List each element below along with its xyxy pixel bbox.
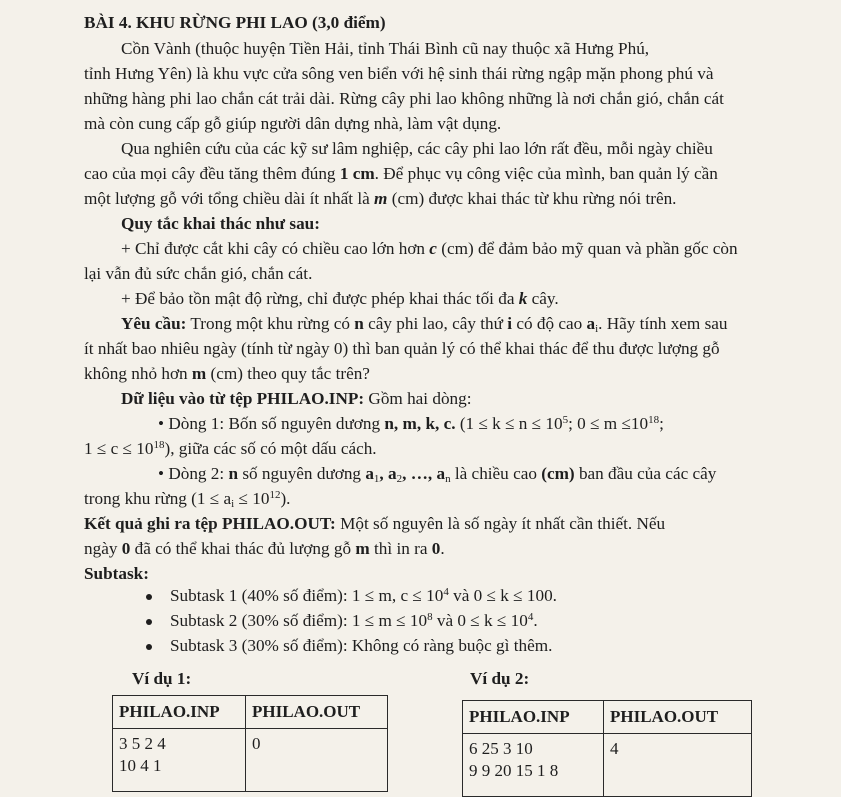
input-line: 3 5 2 4 [119,734,166,753]
table-header-row [463,701,752,734]
request-line-1: Yêu cầu: Trong một khu rừng có n cây phi lao, cây thứ i có độ cao $a_i$. Hãy tính xem sau [121,314,728,335]
input-line: 10 4 1 [119,756,162,775]
input-line: 6 25 3 10 [469,739,533,758]
subtask-2: Subtask 2 (30% số điểm): $1 \le m \le 10^8$ và $0 \le k \le 10^4$. [170,611,538,630]
output-line-1: Kết quả ghi ra tệp PHILAO.OUT: Một số nguyên là số ngày ít nhất cần thiết. Nếu [84,514,666,533]
subtask-1: Subtask 1 (40% số điểm): 1 ≤ m, $c \le 10^4$ và 0 ≤ k ≤ 100. [170,586,557,605]
para2-line-3: một lượng gỗ với tổng chiều dài ít nhất là m (cm) được khai thác từ khu rừng nói trên. [84,189,677,208]
example-1-label: Ví dụ 1: [132,669,192,688]
column-header-inp: PHILAO.INP [113,696,246,729]
table-row [113,729,388,792]
bullet-icon [146,644,152,650]
input-line-2: • Dòng 2: n số nguyên dương $a_1$, $a_2$, …, $a_n$ là chiều cao (cm) ban đầu của các cây [158,464,717,485]
table-row [463,734,752,797]
input-line: 9 9 20 15 1 8 [469,761,559,780]
output-cell: 0 [246,729,388,792]
example-2-label: Ví dụ 2: [470,669,530,688]
subtask-heading: Subtask: [84,564,149,583]
column-header-out: PHILAO.OUT [604,701,752,734]
output-cell: 4 [604,734,752,797]
bullet-icon [146,619,152,625]
input-heading: Dữ liệu vào từ tệp PHILAO.INP: Gồm hai dòng: [121,389,472,408]
bullet-icon [146,594,152,600]
intro-line-3: những hàng phi lao chắn cát trải dài. Rừng cây phi lao không những là nơi chắn gió, chắn cát [84,89,724,108]
subtask-3: Subtask 3 (30% số điểm): Không có ràng buộc gì thêm. [170,636,553,655]
table-header-row [113,696,388,729]
intro-line-1: Cồn Vành (thuộc huyện Tiền Hải, tỉnh Thái Bình cũ nay thuộc xã Hưng Phú, [121,39,650,58]
output-line-2: ngày 0 đã có thể khai thác đủ lượng gỗ m thì in ra 0. [84,539,445,558]
input-line-1: • Dòng 1: Bốn số nguyên dương n, m, k, c. ($1 \le k \le n \le 10^5$; $0 \le m \le 10^{18}$; [158,414,664,433]
input-line-1-cont: $1 \le c \le 10^{18}$), giữa các số có một dấu cách. [84,439,377,458]
rule-2: + Để bảo tồn mật độ rừng, chỉ được phép khai thác tối đa k cây. [121,289,559,308]
rule-1-line-2: lại vẫn đủ sức chắn gió, chắn cát. [84,264,313,283]
rules-heading: Quy tắc khai thác như sau: [121,214,320,233]
problem-title: BÀI 4. KHU RỪNG PHI LAO (3,0 điểm) [84,13,386,32]
intro-line-4: mà còn cung cấp gỗ giúp người dân dựng nhà, làm vật dụng. [84,114,502,133]
example-1-table [112,695,388,792]
para2-line-2: cao của mọi cây đều tăng thêm đúng 1 cm. Để phục vụ công việc của mình, ban quản lý cần [84,164,718,183]
rule-1-line-1: + Chỉ được cắt khi cây có chiều cao lớn hơn c (cm) để đảm bảo mỹ quan và phần gốc còn [121,239,738,258]
example-2-table [462,700,752,797]
column-header-inp: PHILAO.INP [463,701,604,734]
input-cell [113,729,246,792]
column-header-out: PHILAO.OUT [246,696,388,729]
request-line-3: không nhỏ hơn m (cm) theo quy tắc trên? [84,364,370,383]
para2-line-1: Qua nghiên cứu của các kỹ sư lâm nghiệp, các cây phi lao lớn rất đều, mỗi ngày chiều [121,139,713,158]
input-line-2-cont: trong khu rừng $(1 \le a_i \le 10^{12})$. [84,489,291,510]
intro-line-2: tỉnh Hưng Yên) là khu vực cửa sông ven biển với hệ sinh thái rừng ngập mặn phong phú và [84,64,714,83]
request-line-2: ít nhất bao nhiêu ngày (tính từ ngày 0) thì ban quản lý có thể khai thác để thu được lượng gỗ [84,339,720,358]
input-cell [463,734,604,797]
